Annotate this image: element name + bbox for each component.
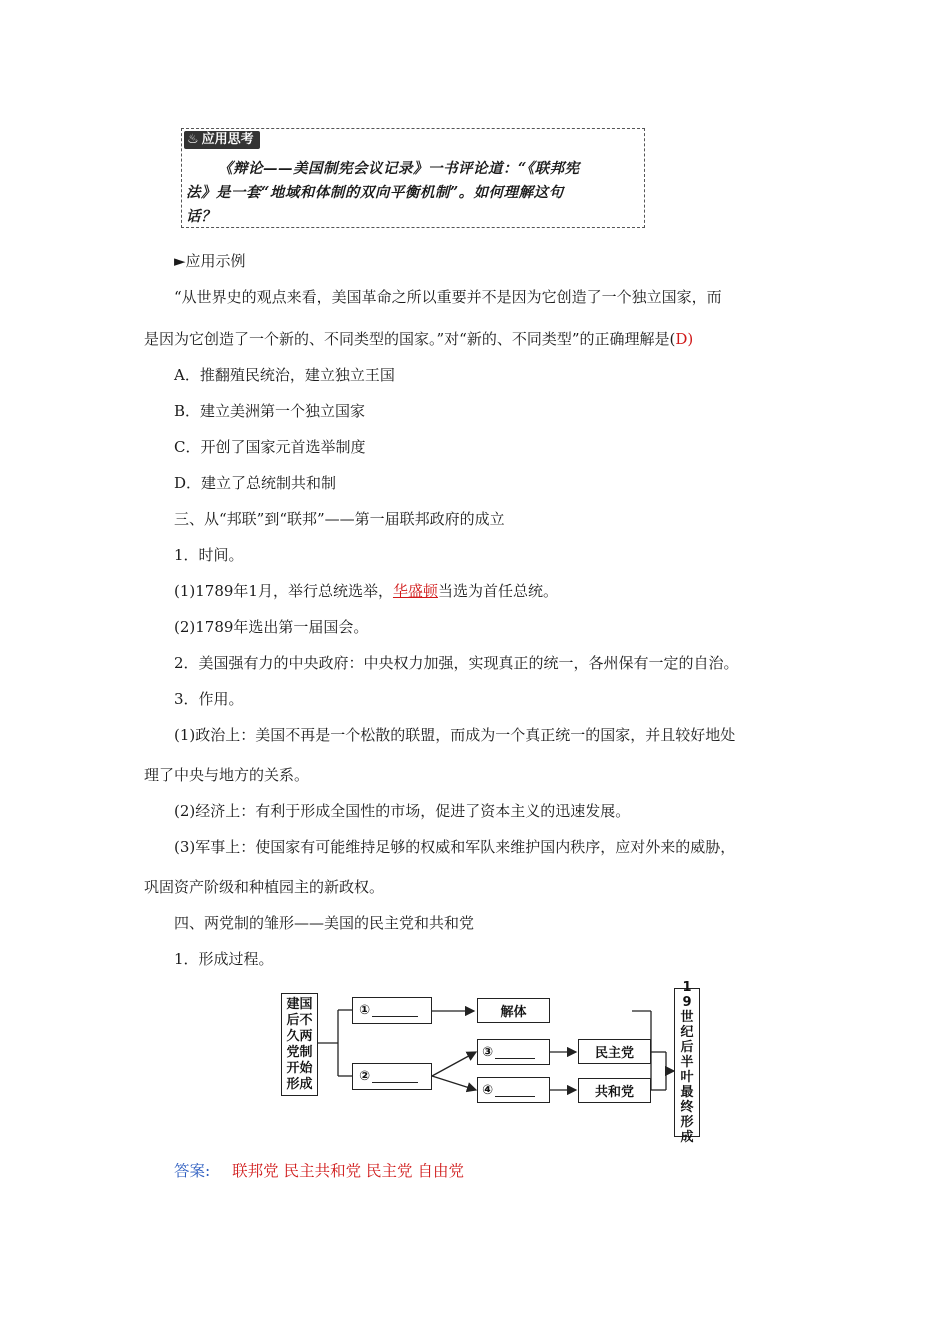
section4-p1: 1．形成过程。 — [174, 950, 274, 968]
option-b: B．建立美洲第一个独立国家 — [174, 402, 366, 420]
answer-line — [174, 1160, 464, 1182]
diagram-end-box — [674, 980, 700, 1145]
diagram-start-text: 建国后不久两党制开始形成 — [286, 996, 313, 1092]
option-c: C．开创了国家元首选举制度 — [174, 438, 366, 456]
diagram-blank-2: ② — [352, 1063, 432, 1090]
answer-item-3: 民主党 — [366, 1162, 413, 1180]
section4-title: 四、两党制的雏形——美国的民主党和共和党 — [174, 914, 475, 932]
section3-p1: 1．时间。 — [174, 546, 244, 564]
question-line-1: “从世界史的观点来看，美国革命之所以重要并不是因为它创造了一个独立国家，而 — [174, 288, 722, 306]
section3-p3a-line1: (1)政治上：美国不再是一个松散的联盟，而成为一个真正统一的国家，并且较好地处 — [174, 726, 736, 744]
diagram-blank-1: ① — [352, 997, 432, 1024]
thinking-tag-label: 应用思考 — [201, 132, 254, 147]
section3-p3c-line1: (3)军事上：使国家有可能维持足够的权威和军队来维护国内秩序，应对外来的威胁， — [174, 838, 736, 856]
answer-item-2: 民主共和党 — [283, 1162, 362, 1180]
section3-p3: 3．作用。 — [174, 690, 244, 708]
option-d: D．建立了总统制共和制 — [174, 474, 337, 492]
diagram-rep-box: 共和党 — [578, 1078, 651, 1103]
section3-p3b: (2)经济上：有利于形成全国性的市场，促进了资本主义的迅速发展。 — [174, 802, 631, 820]
section3-p2: 2．美国强有力的中央政府：中央权力加强，实现真正的统一，各州保有一定的自治。 — [174, 654, 739, 672]
steam-icon: ♨ — [187, 132, 199, 147]
example-heading: ►应用示例 — [174, 252, 246, 270]
answer-label: 答案: — [174, 1162, 211, 1180]
diagram-dem-box: 民主党 — [578, 1039, 651, 1064]
section3-p1b: (2)1789年选出第一届国会。 — [174, 618, 369, 636]
section3-p3a-line2: 理了中央与地方的关系。 — [144, 766, 310, 784]
fill-blank-washington: 华盛顿 — [392, 582, 438, 600]
thinking-line-3: 话？ — [186, 208, 216, 225]
answer-item-4: 自由党 — [417, 1162, 464, 1180]
section3-p1a: (1)1789年1月，举行总统选举，华盛顿当选为首任总统。 — [174, 582, 558, 600]
diagram-end-text: 19世纪后半叶最终形成 — [680, 980, 694, 1145]
thinking-line-1: 《辩论——美国制宪会议记录》一书评论道：“《联邦宪 — [218, 160, 580, 177]
question-answer: D — [675, 330, 688, 348]
option-a: A．推翻殖民统治，建立独立王国 — [174, 366, 395, 384]
diagram-start-box — [281, 993, 318, 1096]
section3-p3c-line2: 巩固资产阶级和种植园主的新政权。 — [144, 878, 385, 896]
section3-title: 三、从“邦联”到“联邦”——第一届联邦政府的成立 — [174, 510, 505, 528]
diagram-blank-3: ③ — [477, 1039, 550, 1065]
diagram-blank-4: ④ — [477, 1077, 550, 1103]
thinking-line-2: 法》是一套“地域和体制的双向平衡机制”。如何理解这句 — [186, 184, 564, 201]
answer-item-1: 联邦党 — [232, 1162, 279, 1180]
diagram-dissolve-box: 解体 — [477, 998, 550, 1023]
question-line-2: 是因为它创造了一个新的、不同类型的国家。”对“新的、不同类型”的正确理解是(D) — [144, 330, 694, 348]
